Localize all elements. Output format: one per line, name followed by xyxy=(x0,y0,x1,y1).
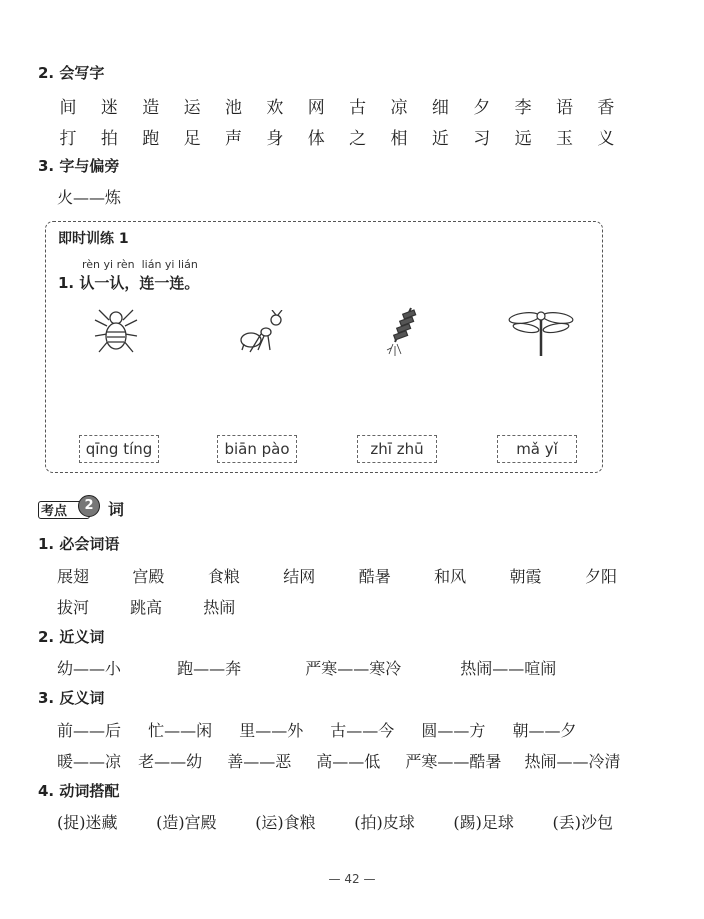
verb-phrase: (拍)皮球 xyxy=(354,813,415,832)
char: 细 xyxy=(431,98,449,118)
char: 李 xyxy=(514,98,532,118)
word: 夕阳 xyxy=(584,567,617,586)
char: 体 xyxy=(307,129,325,149)
char: 远 xyxy=(514,129,532,149)
practice-box xyxy=(45,221,603,473)
char: 造 xyxy=(142,98,160,118)
word: 跳高 xyxy=(130,598,163,617)
topic-badge xyxy=(38,495,100,517)
char: 之 xyxy=(349,129,367,149)
char: 义 xyxy=(597,129,615,149)
char: 近 xyxy=(431,129,449,149)
char: 间 xyxy=(59,98,77,118)
antonym-pair: 忙——闲 xyxy=(148,721,213,740)
ant-image[interactable] xyxy=(236,310,290,356)
antonym-pair: 暖——凉 xyxy=(57,752,122,771)
char: 夕 xyxy=(473,98,491,118)
antonym-pair: 古——今 xyxy=(330,721,395,740)
word: 酷暑 xyxy=(358,567,391,586)
char: 跑 xyxy=(142,129,160,149)
pinyin-option-spider[interactable]: zhī zhū xyxy=(357,435,437,463)
antonym-pair: 前——后 xyxy=(57,721,122,740)
pinyin-option-dragonfly[interactable]: qīng tíng xyxy=(79,435,159,463)
synonym-pair: 跑——奔 xyxy=(177,659,242,678)
char: 玉 xyxy=(556,129,573,149)
char-row-1 xyxy=(57,93,617,118)
char: 足 xyxy=(183,129,201,149)
antonym-row-1 xyxy=(57,718,576,741)
antonym-pair: 里——外 xyxy=(239,721,304,740)
topic-title: 词 xyxy=(108,500,125,519)
char: 池 xyxy=(225,98,242,118)
antonym-pair: 老——幼 xyxy=(138,752,203,771)
verb-phrase: (捉)迷藏 xyxy=(57,813,118,832)
char: 声 xyxy=(225,129,242,149)
word: 和风 xyxy=(434,567,467,586)
antonym-row-2 xyxy=(57,749,620,772)
heading-synonyms: 2. 近义词 xyxy=(38,628,105,646)
pinyin-option-ant[interactable]: mǎ yǐ xyxy=(497,435,577,463)
char: 身 xyxy=(266,129,284,149)
word: 热闹 xyxy=(203,598,236,617)
antonym-pair: 圆——方 xyxy=(421,721,486,740)
pinyin-option-firecracker[interactable]: biān pào xyxy=(217,435,297,463)
char: 相 xyxy=(390,129,408,149)
word-row-2 xyxy=(57,595,235,618)
char: 运 xyxy=(183,98,201,118)
firecracker-image[interactable] xyxy=(383,306,425,358)
word: 朝霞 xyxy=(509,567,542,586)
topic-badge-label: 考点 xyxy=(41,504,68,519)
verb-phrase: (造)宫殿 xyxy=(156,813,217,832)
word-row-1 xyxy=(57,564,617,587)
section-heading-write: 2. 会写字 xyxy=(38,64,105,82)
char: 欢 xyxy=(266,98,284,118)
char: 拍 xyxy=(100,129,118,149)
char: 打 xyxy=(59,129,77,149)
antonym-pair: 热闹——冷清 xyxy=(524,752,621,771)
char: 香 xyxy=(597,98,615,118)
char-row-2 xyxy=(57,124,617,149)
section-heading-radical: 3. 字与偏旁 xyxy=(38,157,120,175)
antonym-pair: 朝——夕 xyxy=(512,721,577,740)
antonym-pair: 高——低 xyxy=(316,752,381,771)
char: 古 xyxy=(349,98,367,118)
verb-pairing-row xyxy=(57,810,613,833)
char: 网 xyxy=(307,98,325,118)
char: 习 xyxy=(473,129,491,149)
heading-required-words: 1. 必会词语 xyxy=(38,535,120,553)
spider-image[interactable] xyxy=(91,306,141,358)
verb-phrase: (运)食粮 xyxy=(255,813,316,832)
char: 语 xyxy=(556,98,573,118)
synonym-pair: 热闹——喧闹 xyxy=(460,659,557,678)
antonym-pair: 严寒——酷暑 xyxy=(405,752,502,771)
practice-question: 1. 认一认，连一连。 xyxy=(58,274,200,292)
synonym-pair: 严寒——寒冷 xyxy=(305,659,402,678)
heading-antonyms: 3. 反义词 xyxy=(38,689,105,707)
verb-phrase: (丢)沙包 xyxy=(552,813,613,832)
verb-phrase: (踢)足球 xyxy=(453,813,514,832)
dragonfly-image[interactable] xyxy=(506,306,576,358)
practice-title: 即时训练 1 xyxy=(58,231,129,247)
word: 展翅 xyxy=(57,567,90,586)
radical-item: 火——炼 xyxy=(57,188,122,207)
char: 迷 xyxy=(100,98,118,118)
topic-badge-number: 2 xyxy=(78,495,100,517)
word: 食粮 xyxy=(207,567,240,586)
pinyin-hint: rèn yi rèn lián yi lián xyxy=(82,258,198,271)
antonym-pair: 善——恶 xyxy=(227,752,292,771)
synonym-pair: 幼——小 xyxy=(57,659,122,678)
heading-verb-pairing: 4. 动词搭配 xyxy=(38,782,120,800)
word: 拔河 xyxy=(57,598,90,617)
synonym-row xyxy=(57,656,556,679)
word: 宫殿 xyxy=(132,567,165,586)
char: 凉 xyxy=(390,98,408,118)
word: 结网 xyxy=(283,567,316,586)
page-number: — 42 — xyxy=(328,872,376,886)
